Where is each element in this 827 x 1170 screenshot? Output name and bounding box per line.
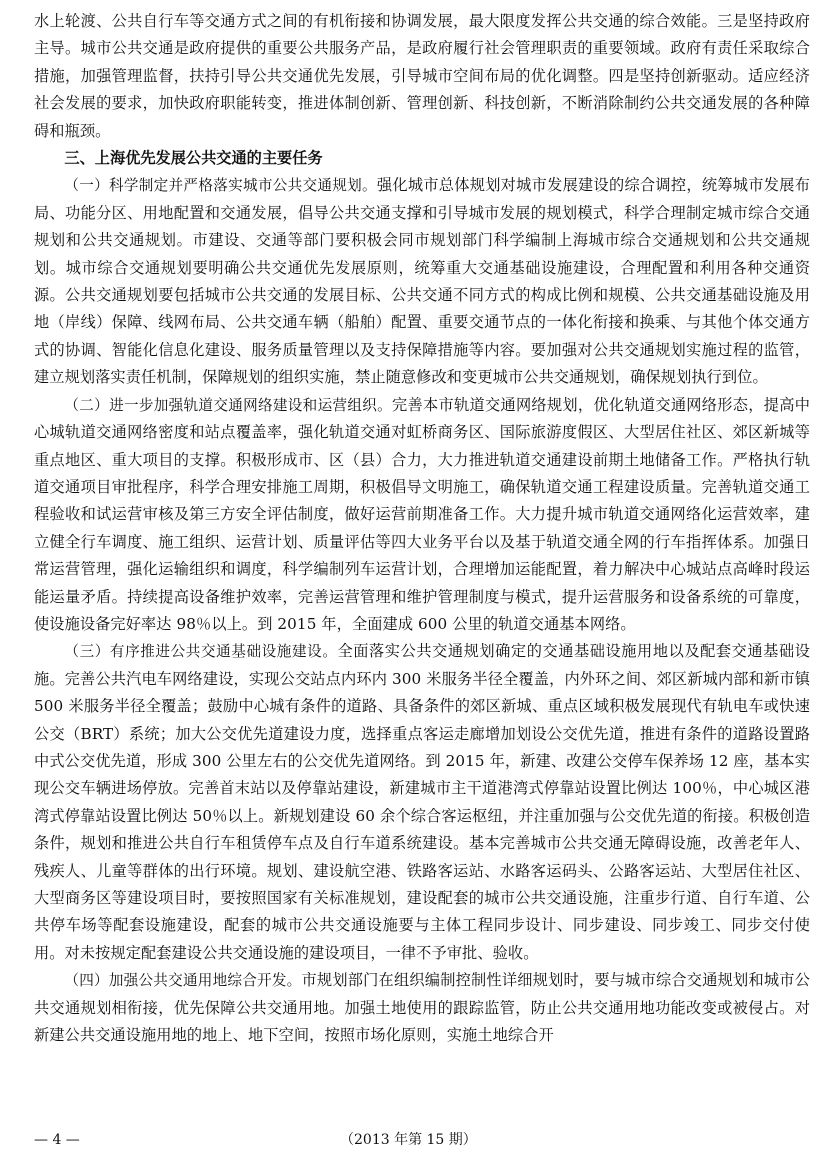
task-3-text: 全面落实公共交通规划确定的交通基础设施用地以及配套交通基础设施。完善公共汽电车网络建设，实现公交站点内环内 300 米服务半径全覆盖，内外环之间、郊区新城内部和新市镇 500 米服务半径全覆盖；鼓励中心城有条件的道路、具备条件的郊区新城、重点区域积极发展现代有轨电车或快速公交（BRT）系统；加大公交优先道建设力度，选择重点客运走廊增加划设公交优先道，推进有条件的道路设置路中式公交优先道，形成 300 公里左右的公交优先道网络。到 2015 年，新建、改建公交停车保养场 12 座，基本实现公交车辆进场停放。完善首末站以及停靠站建设，新建城市主干道港湾式停靠站设置比例达 100％，中心城区港湾式停靠站设置比例达 50％以上。新规划建设 60 余个综合客运枢纽，并注重加强与公交优先道的衔接。积极创造条件，规划和推进公共自行车租赁停车点及自行车道系统建设。基本完善城市公共交通无障碍设施，改善老年人、残疾人、儿童等群体的出行环境。规划、建设航空港、铁路客运站、水路客运码头、公路客运站、大型居住社区、大型商务区等建设项目时，要按照国家有关标准规划，建设配套的城市公共交通设施，注重步行道、自行车道、公共停车场等配套设施建设，配套的城市公共交通设施要与主体工程同步设计、同步建设、同步竣工、同步交付使用。对未按规定配套建设公共交通设施的建设项目，一律不予审批、验收。 (34, 642, 810, 962)
issue-label: （2013 年第 15 期） (340, 1132, 477, 1148)
section-heading: 三、上海优先发展公共交通的主要任务 (64, 149, 323, 168)
task-2-lead: （二）进一步加强轨道交通网络建设和运营组织。 (64, 396, 393, 414)
paragraph-task-1 (34, 172, 810, 391)
task-1-lead: （一）科学制定并严格落实城市公共交通规划。 (64, 177, 377, 195)
page-number: — 4 — (34, 1132, 80, 1148)
page-footer (34, 1128, 810, 1152)
paragraph-task-4 (34, 967, 810, 1049)
document-body (34, 8, 810, 1049)
paragraph-continued: 水上轮渡、公共自行车等交通方式之间的有机衔接和协调发展，最大限度发挥公共交通的综合效能。三是坚持政府主导。城市公共交通是政府提供的重要公共服务产品，是政府履行社会管理职责的重要领域。政府有责任采取综合措施，加强管理监督，扶持引导公共交通优先发展，引导城市空间布局的优化调整。四是坚持创新驱动。适应经济社会发展的要求，加快政府职能转变，推进体制创新、管理创新、科技创新，不断消除制约公共交通发展的各种障碍和瓶颈。 (34, 12, 810, 140)
task-1-text: 强化城市总体规划对城市发展建设的综合调控，统筹城市发展布局、功能分区、用地配置和交通发展，倡导公共交通支撑和引导城市发展的规划模式，科学合理制定城市综合交通规划和公共交通规划。市建设、交通等部门要积极会同市规划部门科学编制上海城市综合交通规划和公共交通规划。城市综合交通规划要明确公共交通优先发展原则，统筹重大交通基础设施建设，合理配置和利用各种交通资源。公共交通规划要包括城市公共交通的发展目标、公共交通不同方式的构成比例和规模、公共交通基础设施及用地（岸线）保障、线网布局、公共交通车辆（船舶）配置、重要交通节点的一体化衔接和换乘、与其他个体交通方式的协调、智能化信息化建设、服务质量管理以及支持保障措施等内容。要加强对公共交通规划实施过程的监管，建立规划落实责任机制，保障规划的组织实施，禁止随意修改和变更城市公共交通规划，确保规划执行到位。 (34, 176, 810, 387)
task-2-text: 完善本市轨道交通网络规划，优化轨道交通网络形态，提高中心城轨道交通网络密度和站点覆盖率，强化轨道交通对虹桥商务区、国际旅游度假区、大型居住社区、郊区新城等重点地区、重大项目的支撑。积极形成市、区（县）合力，大力推进轨道交通建设前期土地储备工作。严格执行轨道交通项目审批程序，科学合理安排施工周期，积极倡导文明施工，确保轨道交通工程建设质量。完善轨道交通工程验收和试运营审核及第三方安全评估制度，做好运营前期准备工作。大力提升城市轨道交通网络化运营效率，建立健全行车调度、施工组织、运营计划、质量评估等四大业务平台以及基于轨道交通全网的行车指挥体系。加强日常运营管理，强化运输组织和调度，科学编制列车运营计划，合理增加运能配置，着力解决中心城站点高峰时段运能运量矛盾。持续提高设备维护效率，完善运营管理和维护管理制度与模式，提升运营服务和设备系统的可靠度，使设施设备完好率达 98％以上。到 2015 年，全面建成 600 公里的轨道交通基本网络。 (34, 395, 810, 633)
paragraph-task-3 (34, 638, 810, 967)
task-4-text: 市规划部门在组织编制控制性详细规划时，要与城市综合交通规划和城市公共交通规划相衔接，优先保障公共交通用地。加强土地使用的跟踪监管，防止公共交通用地功能改变或被侵占。对新建公共交通设施用地的地上、地下空间，按照市场化原则，实施土地综合开 (34, 971, 810, 1045)
task-4-lead: （四）加强公共交通用地综合开发。 (64, 972, 302, 990)
task-3-lead: （三）有序推进公共交通基础设施建设。 (64, 643, 338, 661)
paragraph-task-2 (34, 392, 810, 639)
